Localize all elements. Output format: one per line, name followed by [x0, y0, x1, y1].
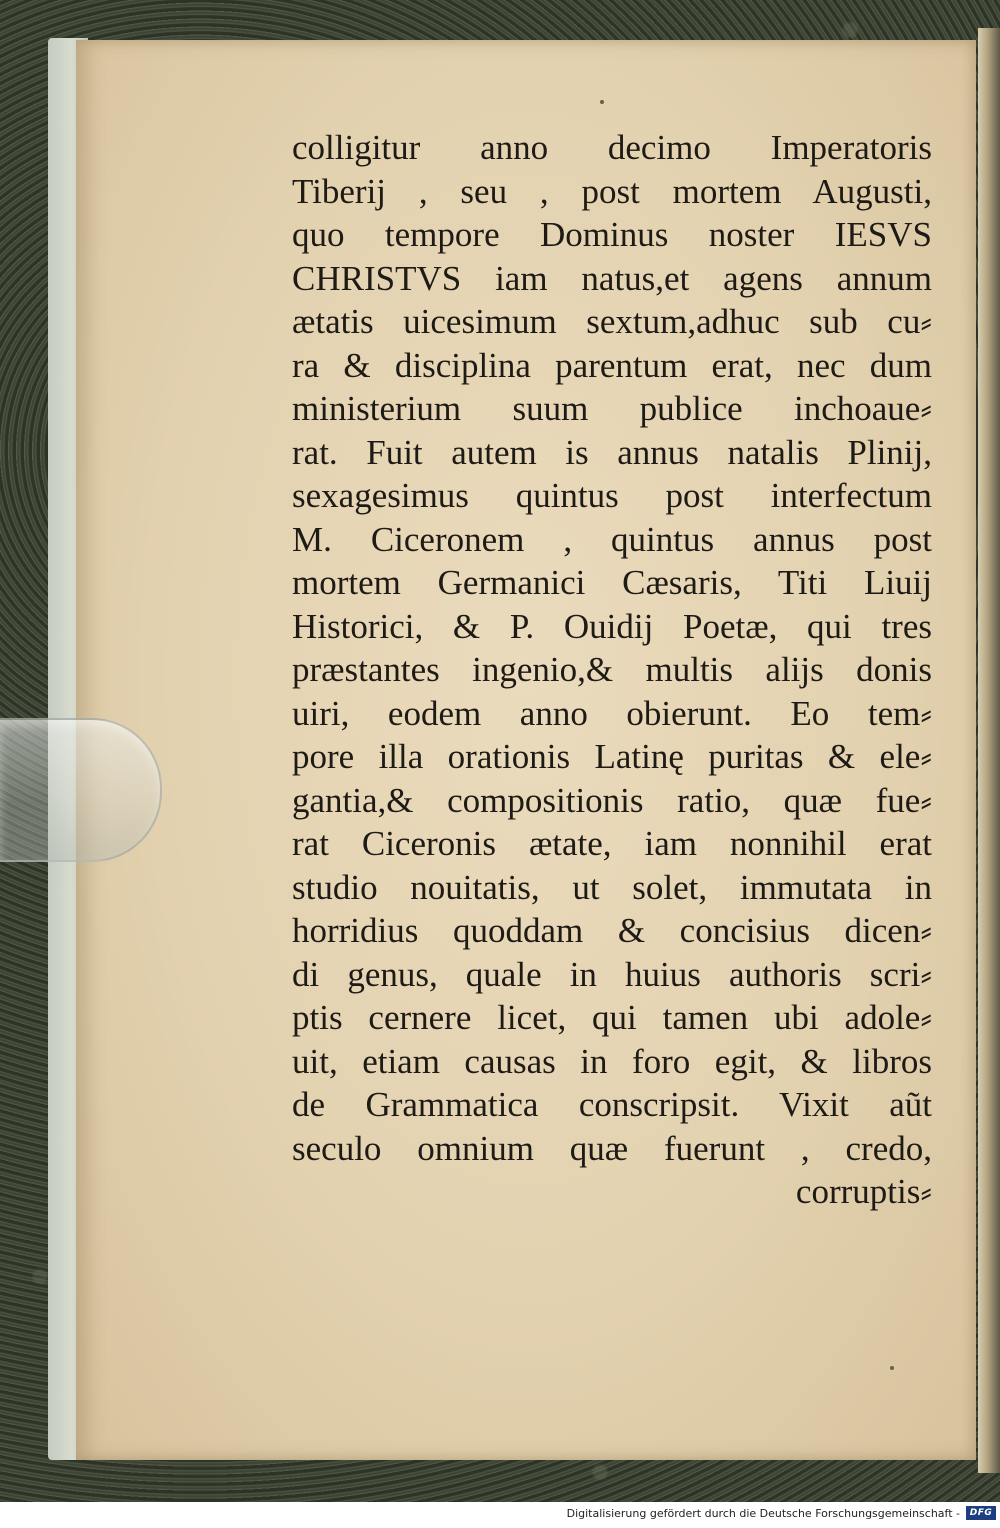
- digitization-credit: Digitalisierung gefördert durch die Deutsche Forschungsgemeinschaft -: [566, 1507, 960, 1520]
- text-line: rat Ciceronis ætate, iam nonnihil erat: [292, 824, 932, 863]
- text-line: uiri, eodem anno obierunt. Eo tem⸗: [292, 693, 932, 733]
- ink-dot: [600, 100, 604, 104]
- text-line: præstantes ingenio,& multis alijs donis: [292, 650, 932, 689]
- text-line: ministerium suum publice inchoaue⸗: [292, 389, 932, 428]
- dfg-logo: DFG: [966, 1506, 996, 1520]
- text-line: ra & disciplina parentum erat, nec dum: [292, 345, 932, 385]
- text-line: quo tempore Dominus noster IESVS: [292, 215, 932, 254]
- ink-dot: [890, 1366, 894, 1370]
- text-line: M. Ciceronem , quintus annus post: [292, 519, 932, 559]
- text-line: rat. Fuit autem is annus natalis Plinij,: [292, 432, 932, 472]
- plastic-clip: [0, 718, 162, 862]
- text-line: de Grammatica conscripsit. Vixit aũt: [292, 1085, 932, 1124]
- text-line: CHRISTVS iam natus,et agens annum: [292, 258, 932, 298]
- text-line: pore illa orationis Latinę puritas & ele⸗: [292, 737, 932, 776]
- page-text: [292, 126, 932, 1214]
- text-line: ptis cernere licet, qui tamen ubi adole⸗: [292, 998, 932, 1037]
- text-line: uit, etiam causas in foro egit, & libros: [292, 1041, 932, 1081]
- page-edge: [978, 28, 1000, 1473]
- text-line: mortem Germanici Cæsaris, Titi Liuij: [292, 563, 932, 602]
- text-line: Tiberij , seu , post mortem Augusti,: [292, 171, 932, 211]
- text-line: ætatis uicesimum sextum,adhuc sub cu⸗: [292, 302, 932, 341]
- text-line: gantia,& compositionis ratio, quæ fue⸗: [292, 780, 932, 820]
- text-line: sexagesimus quintus post interfectum: [292, 476, 932, 515]
- text-line: horridius quoddam & concisius dicen⸗: [292, 911, 932, 950]
- text-line: Historici, & P. Ouidij Poetæ, qui tres: [292, 606, 932, 646]
- text-line: colligitur anno decimo Imperatoris: [292, 128, 932, 167]
- text-line: studio nouitatis, ut solet, immutata in: [292, 867, 932, 907]
- text-line: seculo omnium quæ fuerunt , credo,: [292, 1128, 932, 1168]
- text-line: di genus, quale in huius authoris scri⸗: [292, 954, 932, 994]
- catchword: corruptis⸗: [795, 1172, 932, 1211]
